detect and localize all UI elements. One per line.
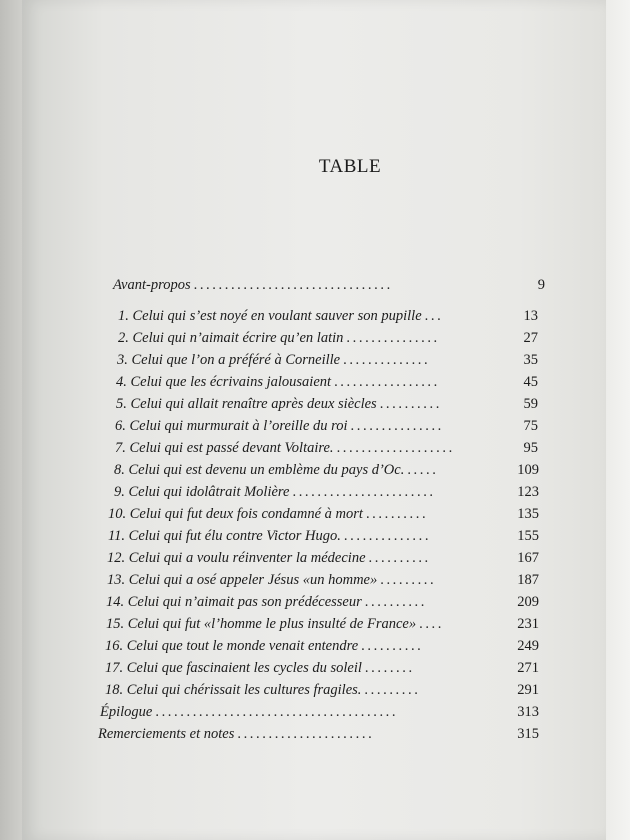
toc-leader-dots: ..... xyxy=(407,462,439,478)
toc-entry-title: 5. Celui qui allait renaître après deux siècles xyxy=(116,396,377,412)
toc-page-number: 209 xyxy=(517,594,539,610)
toc-entry xyxy=(106,592,539,612)
toc-leader-dots: ............... xyxy=(346,330,440,346)
toc-page-number: 135 xyxy=(517,506,539,522)
toc-entry xyxy=(114,482,539,502)
toc-page-number: 187 xyxy=(517,572,539,588)
toc-leader-dots: ... xyxy=(424,308,444,324)
toc-entry-title: 13. Celui qui a osé appeler Jésus «un homme» xyxy=(107,572,378,588)
toc-entry xyxy=(105,636,539,656)
toc-entry xyxy=(108,526,539,546)
toc-page-number: 109 xyxy=(517,462,539,478)
toc-leader-dots: ............... xyxy=(350,418,444,434)
toc-entry-title: 6. Celui qui murmurait à l’oreille du roi xyxy=(115,418,348,434)
toc-page-number: 167 xyxy=(517,550,539,566)
toc-leader-dots: .............. xyxy=(343,528,432,544)
toc-entry-title: 3. Celui que l’on a préféré à Corneille xyxy=(117,352,341,368)
toc-entry-title: Avant-propos xyxy=(113,277,191,293)
toc-leader-dots: ......... xyxy=(380,572,437,588)
toc-page-number: 313 xyxy=(517,704,539,720)
toc-entry xyxy=(116,394,538,414)
toc-entry-title: 16. Celui que tout le monde venait entendre xyxy=(105,638,359,654)
toc-entry-title: 7. Celui qui est passé devant Voltaire. xyxy=(115,440,334,456)
toc-leader-dots: .......... xyxy=(361,638,424,654)
toc-leader-dots: .......... xyxy=(365,506,429,522)
toc-entry-title: Épilogue xyxy=(100,704,153,720)
toc-leader-dots: .............. xyxy=(343,352,431,368)
toc-entry-title: 10. Celui qui fut deux fois condamné à mort xyxy=(108,506,363,522)
toc-entry xyxy=(115,416,538,436)
toc-leader-dots: ....................... xyxy=(292,484,436,500)
toc-entry xyxy=(106,614,539,634)
toc-page-number: 155 xyxy=(517,528,539,544)
toc-entry-title: 1. Celui qui s’est noyé en voulant sauver son pupille xyxy=(118,308,422,324)
toc-entry xyxy=(118,328,538,348)
toc-page-number: 291 xyxy=(517,682,539,698)
toc-entry-title: 15. Celui qui fut «l’homme le plus insulté de France» xyxy=(106,616,417,632)
toc-entry xyxy=(113,266,545,293)
toc-leader-dots: ...................... xyxy=(237,726,375,742)
toc-leader-dots: .......... xyxy=(364,594,427,610)
toc-entry xyxy=(105,658,539,678)
toc-entry-title: 14. Celui qui n’aimait pas son prédécesseur xyxy=(106,594,362,610)
toc-leader-dots: ........ xyxy=(364,660,415,676)
toc-page-number: 249 xyxy=(517,638,539,654)
toc-page-number: 45 xyxy=(523,374,538,390)
toc-entry-title: Remerciements et notes xyxy=(98,726,235,742)
toc-entry xyxy=(116,372,538,392)
toc-entry xyxy=(105,680,539,700)
toc-entry xyxy=(107,548,539,568)
toc-page-number: 13 xyxy=(523,308,538,324)
toc-page-number: 95 xyxy=(523,440,538,456)
toc-entry xyxy=(118,306,538,326)
toc-entry-title: 18. Celui qui chérissait les cultures fragiles. xyxy=(105,682,362,698)
toc-leader-dots: ................... xyxy=(336,440,455,456)
toc-leader-dots: ................. xyxy=(334,374,440,390)
toc-entry xyxy=(107,570,539,590)
toc-entry-title: 4. Celui que les écrivains jalousaient xyxy=(116,374,332,390)
toc-leader-dots: .......... xyxy=(379,396,442,412)
toc-leader-dots: .......... xyxy=(368,550,431,566)
toc-page-number: 59 xyxy=(523,396,538,412)
toc-page-number: 9 xyxy=(537,277,545,293)
toc-leader-dots: ......... xyxy=(364,682,421,698)
toc-entry xyxy=(117,350,538,370)
toc-entry-title: 12. Celui qui a voulu réinventer la médecine xyxy=(107,550,366,566)
toc-entry-title: 17. Celui que fascinaient les cycles du soleil xyxy=(105,660,362,676)
toc-page-number: 75 xyxy=(523,418,538,434)
toc-entry-title: 2. Celui qui n’aimait écrire qu’en latin xyxy=(118,330,344,346)
toc-page-number: 315 xyxy=(517,726,539,742)
toc-entry xyxy=(115,438,538,458)
toc-page-number: 123 xyxy=(517,484,539,500)
toc-entry xyxy=(108,504,539,524)
toc-leader-dots: .... xyxy=(419,616,444,632)
toc-entry xyxy=(98,724,539,744)
toc-entry xyxy=(100,702,539,722)
table-heading: TABLE xyxy=(318,156,382,177)
toc-entry-title: 11. Celui qui fut élu contre Victor Hugo. xyxy=(108,528,341,544)
toc-page-number: 35 xyxy=(523,352,538,368)
toc-entry-title: 8. Celui qui est devenu un emblème du pays d’Oc. xyxy=(114,462,405,478)
toc-page-number: 27 xyxy=(523,330,538,346)
toc-page-number: 271 xyxy=(517,660,539,676)
toc-entry-title: 9. Celui qui idolâtrait Molière xyxy=(114,484,290,500)
toc-entry xyxy=(114,460,539,480)
toc-page-number: 231 xyxy=(517,616,539,632)
toc-leader-dots: ....................................... xyxy=(155,704,399,720)
toc-leader-dots: ................................ xyxy=(193,277,393,293)
